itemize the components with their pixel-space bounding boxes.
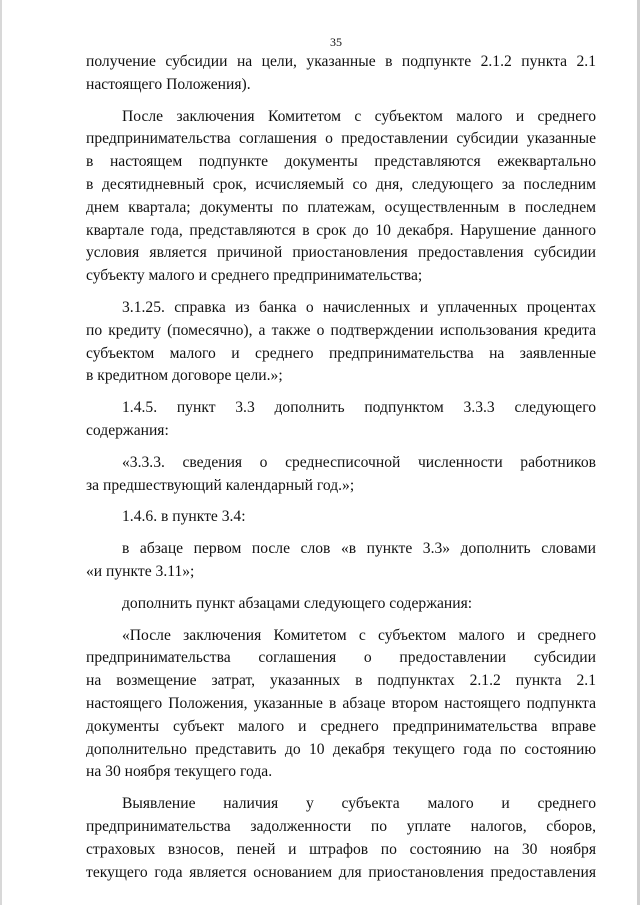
- text-line: в десятидневный срок, исчисляемый со дня, следующего за последним: [86, 175, 596, 193]
- paragraph: [86, 106, 596, 288]
- text-line: настоящего Положения, указанные в абзаце втором настоящего подпункта: [86, 694, 596, 712]
- text-line: 3.1.25. справка из банка о начисленных и уплаченных процентах: [122, 298, 596, 316]
- text-line: предпринимательства соглашения о предоставлении субсидии указанные: [86, 130, 596, 148]
- text-line: предпринимательства соглашения о предоставлении субсидии: [86, 649, 596, 667]
- text-line: 1.4.5. пункт 3.3 дополнить подпунктом 3.3.3 следующего: [122, 399, 596, 417]
- text-line: документы субъект малого и среднего предпринимательства вправе: [86, 717, 596, 735]
- paragraph: [86, 793, 596, 884]
- paragraph-spacing: [86, 497, 596, 506]
- text-line: настоящего Положения).: [86, 75, 251, 93]
- text-line: страховых взносов, пеней и штрафов по состоянию на 30 ноября: [86, 840, 596, 858]
- text-line: на 30 ноября текущего года.: [86, 763, 273, 781]
- text-line: квартале года, представляются в срок до 10 декабря. Нарушение данного: [86, 221, 596, 239]
- text-line: «и пункте 3.11»;: [86, 562, 195, 580]
- text-line: условия является причиной приостановления предоставления субсидии: [86, 244, 596, 262]
- text-line: дополнительно представить до 10 декабря текущего года по состоянию: [86, 740, 596, 758]
- text-line: получение субсидии на цели, указанные в подпункте 2.1.2 пункта 2.1: [86, 53, 596, 70]
- paragraph: [86, 51, 596, 97]
- paragraph-spacing: [86, 97, 596, 106]
- document-body: [86, 51, 596, 884]
- text-line: «3.3.3. сведения о среднесписочной численности работников: [122, 453, 596, 471]
- paragraph-spacing: [86, 443, 596, 452]
- paragraph-spacing: [86, 616, 596, 625]
- text-line: по кредиту (помесячно), а также о подтверждении использования кредита: [86, 321, 596, 339]
- paragraph: [86, 297, 596, 388]
- text-line: текущего года является основанием для приостановления предоставления: [86, 863, 596, 881]
- text-line: дополнить пункт абзацами следующего содержания:: [122, 594, 473, 612]
- paragraph: [86, 538, 596, 584]
- paragraph: [86, 625, 596, 785]
- paragraph: [86, 397, 596, 443]
- text-line: субъекту малого и среднего предпринимательства;: [86, 267, 423, 285]
- paragraph-spacing: [86, 529, 596, 538]
- text-line: в настоящем подпункте документы представляются ежеквартально: [86, 153, 596, 171]
- text-line: на возмещение затрат, указанных в подпунктах 2.1.2 пункта 2.1: [86, 672, 596, 690]
- paragraph-spacing: [86, 388, 596, 397]
- text-line: в кредитном договоре цели.»;: [86, 367, 283, 385]
- text-line: «После заключения Комитетом с субъектом малого и среднего: [122, 626, 596, 644]
- text-line: содержания:: [86, 421, 169, 439]
- text-line: днем квартала; документы по платежам, осуществленным в последнем: [86, 198, 596, 216]
- paragraph-spacing: [86, 584, 596, 593]
- paragraph: [86, 452, 596, 498]
- scan-edge-left: [0, 0, 2, 905]
- text-line: Выявление наличия у субъекта малого и среднего: [122, 795, 596, 813]
- paragraph: [86, 506, 596, 529]
- text-line: субъектом малого и среднего предпринимательства на заявленные: [86, 344, 596, 362]
- paragraph-spacing: [86, 784, 596, 793]
- paragraph-spacing: [86, 288, 596, 297]
- paragraph: [86, 593, 596, 616]
- text-line: за предшествующий календарный год.»;: [86, 476, 355, 494]
- text-line: После заключения Комитетом с субъектом малого и среднего: [122, 107, 596, 125]
- text-line: 1.4.6. в пункте 3.4:: [122, 508, 246, 526]
- text-line: в абзаце первом после слов «в пункте 3.3» дополнить словами: [122, 540, 596, 558]
- page-number: 35: [330, 35, 342, 49]
- text-line: предпринимательства задолженности по уплате налогов, сборов,: [86, 817, 596, 835]
